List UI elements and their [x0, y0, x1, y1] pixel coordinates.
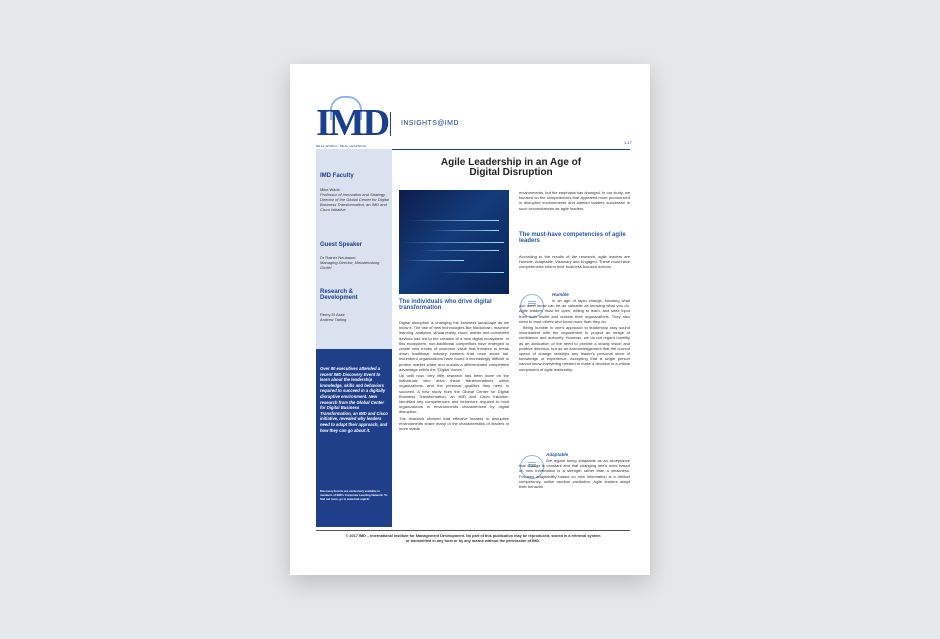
callout-note: Discovery Events are exclusively available to members of IMD's Corporate Learning Network. To find out more, go to www.imd.org/cln: [320, 489, 388, 501]
imd-logo: [316, 96, 389, 148]
guest-name: Dr Rainer Neubauer: [320, 255, 356, 260]
adaptable-heading: Adaptable: [546, 452, 569, 457]
footer-rule: [316, 530, 630, 531]
faculty-name: Mike Wade: [320, 187, 340, 192]
guest-heading: Guest Speaker: [320, 242, 363, 248]
section-label: INSIGHTS@IMD: [401, 120, 459, 127]
faculty-heading: IMD Faculty: [320, 173, 354, 179]
research-names: Remy El Assir Andrew Tarling: [320, 312, 347, 322]
logo-text: IMD: [316, 102, 389, 144]
col2-intro: environments, but the emphasis has changed. In our study, we focused on the competencies that appeared more pronounced in disrupted environments and labeled leaders successful in such circumstances as agile leaders.: [519, 190, 630, 211]
title-line-1: Agile Leadership in an Age of: [440, 157, 582, 168]
page-number: 1-17: [623, 140, 632, 145]
col1-body: Digital disruption is changing the business landscape as we know it. The rise of new technologies like blockchain, machine learning, analytics, virtual reality, cloud, mobile and connected devices has led to the creation of a new digital ecosystem. In this ecosystem, non-traditional competitors have emerged to create new troves of customer value that threaten to break down traditional industry barriers that once stood tall. Incumbent organizations have found it increasingly difficult to protect market share and sustain a differentiated competitive advantage within the "Digital Vortex." Up until now, very little research has been done on the individuals who drive these transformations within organizations, and the personal qualities they need to succeed. A new study from the Global Center for Digital Business Transformation, an IMD and Cisco initiative, identified key competencies and behaviors required to lead organizations in environments characterized by digital disruption. The research showed that effective leaders in disruptive environments share many of the characteristics of leaders in more stable: [399, 320, 509, 432]
research-heading: Research & Development: [320, 289, 358, 301]
col1-heading: The individuals who drive digital transformation: [399, 299, 492, 312]
humble-body: In an age of rapid change, knowing what you don't know can be as valuable as knowing what you do. Agile leaders must be open, willing to learn, and seek input from both inside and outside their organizations. They also need to trust others who know more than they do. Being humble in one's approach to leadership may sound inconsistent with the requirement to project an image of confidence and authority. However, we do not regard humility as an abdication of the need to provide a strong vision and positive direction, but as an acknowledgement that the current speed of change outstrips any leader's personal store of knowledge or experience. Accepting that a single person cannot know everything needed to make a decision is a critical component of agile leadership.: [519, 298, 630, 372]
header-rule: [392, 149, 630, 150]
hero-image: [399, 190, 509, 294]
logo-tagline: REAL WORLD. REAL LEARNING: [316, 144, 367, 148]
callout-text: Over 80 executives attended a recent IMD Discovery Event to learn about the leadership knowledge, skills and behaviors required to succeed in a digitally disruptive environment. New research from the Global Center for Digital Business Transformation, an IMD and Cisco initiative, revealed why leaders need to adapt their approach, and how they can go about it.: [320, 366, 388, 433]
faculty-role: Professor of Innovation and Strategy, Director of the Global Center for Digital Business Transformation, an IMD and Cisco initiative: [320, 192, 389, 212]
adaptable-body: We regard being adaptable as an acceptance that change is constant and that changing one's mind based on new information is a strength rather than a weakness. Focused adaptability based on new information is a distinct competency, unlike random vacillation. Agile leaders adapt their behavior: [519, 458, 630, 490]
document-page: [290, 64, 650, 575]
col2-heading: The must-have competencies of agile leaders: [519, 232, 626, 245]
humble-heading: Humble: [552, 292, 569, 297]
title-line-2: Digital Disruption: [469, 167, 553, 178]
guest-role: Managing Director, Metaberatung GmbH: [320, 260, 380, 270]
header-divider: [390, 112, 391, 136]
article-title: [392, 158, 630, 178]
col2-summary: According to the results of the research, agile leaders are Humble, Adaptable, Visionary and Engaged. These must-have competencies inform their business-focused actions.: [519, 254, 630, 270]
copyright-footer: © 2017 IMD – International Institute for Management Development. No part of this publication may be reproduced, stored in a retrieval system or transmitted in any form or by any means without the permission of IMD.: [345, 534, 601, 543]
